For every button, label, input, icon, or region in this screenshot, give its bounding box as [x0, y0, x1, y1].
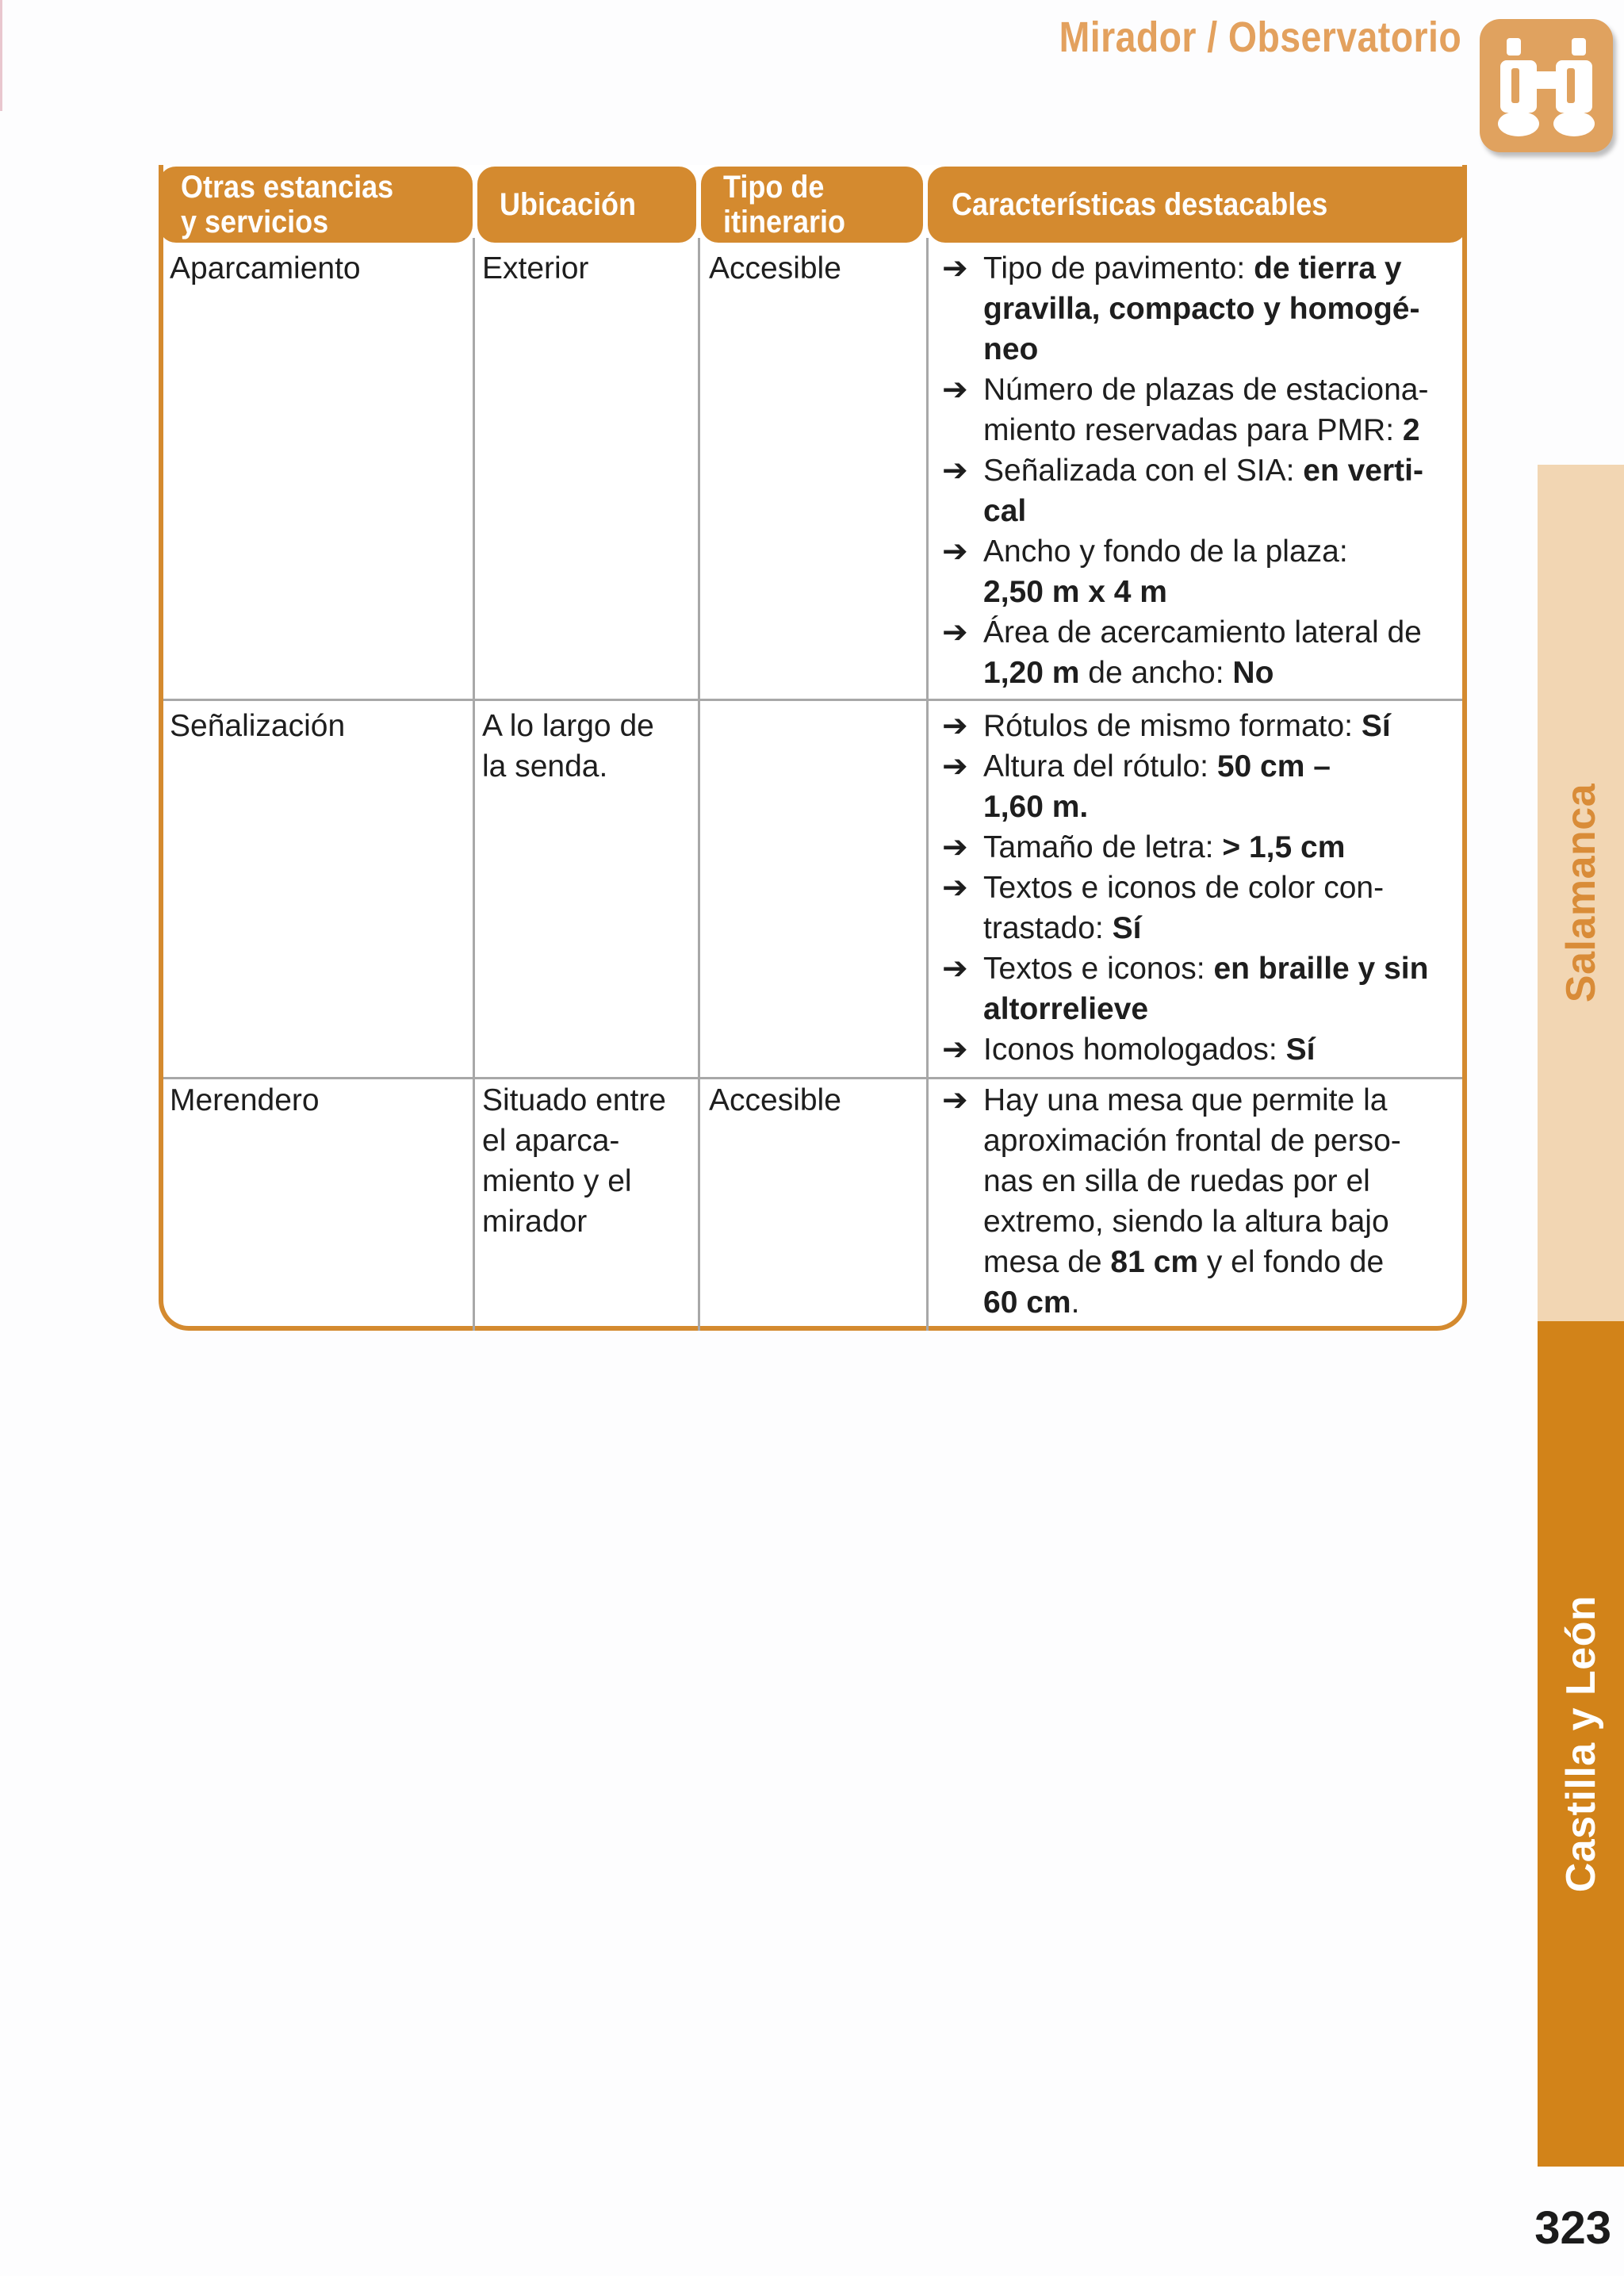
cell-service: Señalización	[170, 709, 346, 743]
header-route-type: Tipo de itinerario	[701, 167, 923, 243]
feature-text: Área de acercamiento lateral de	[983, 615, 1422, 649]
feature-text: Iconos homologados:	[983, 1033, 1286, 1067]
arrow-bullet-icon: ➔	[942, 615, 968, 649]
feature-item	[942, 948, 1465, 1029]
feature-value: Sí	[1361, 709, 1391, 743]
side-tab-region: Castilla y León	[1538, 1321, 1624, 2167]
feature-item	[942, 531, 1465, 612]
feature-list	[942, 248, 1465, 693]
feature-list	[942, 1080, 1465, 1323]
arrow-bullet-icon: ➔	[942, 749, 968, 784]
feature-text: Rótulos de mismo formato:	[983, 709, 1362, 743]
feature-text: Ancho y fondo de la plaza:	[983, 535, 1348, 569]
row-divider	[163, 1077, 1462, 1079]
feature-item	[942, 1029, 1465, 1070]
col-divider	[473, 238, 475, 1331]
feature-value: 81 cm	[1110, 1245, 1199, 1279]
cell-location: Exterior	[482, 251, 589, 285]
arrow-bullet-icon: ➔	[942, 1083, 968, 1117]
feature-text-tail: de ancho: No	[1079, 656, 1274, 690]
arrow-bullet-icon: ➔	[942, 535, 968, 569]
feature-text: Tipo de pavimento:	[983, 251, 1254, 285]
cell-location: A lo largo de la senda.	[482, 709, 654, 784]
cell-route-type: Accesible	[709, 1083, 841, 1117]
cell-service: Aparcamiento	[170, 251, 361, 285]
arrow-bullet-icon: ➔	[942, 871, 968, 905]
feature-item	[942, 746, 1465, 827]
cell-route-type: Accesible	[709, 251, 841, 285]
feature-item	[942, 706, 1465, 746]
arrow-bullet-icon: ➔	[942, 373, 968, 407]
section-title: Mirador / Observatorio	[1059, 13, 1461, 61]
feature-value: > 1,5 cm	[1222, 830, 1346, 864]
feature-value: en verti- cal	[983, 454, 1423, 528]
feature-item	[942, 450, 1465, 531]
feature-item	[942, 612, 1465, 693]
feature-value: Sí	[1112, 911, 1142, 945]
arrow-bullet-icon: ➔	[942, 251, 968, 285]
feature-text: Altura del rótulo:	[983, 749, 1217, 784]
page-edge-mark	[0, 0, 2, 111]
binoculars-icon	[1480, 19, 1613, 152]
header-features: Características destacables	[928, 167, 1467, 243]
feature-text: Señalizada con el SIA:	[983, 454, 1304, 488]
feature-value: 2,50 m x 4 m	[983, 575, 1167, 609]
arrow-bullet-icon: ➔	[942, 709, 968, 743]
feature-value: de tierra y gravilla, compacto y homogé- neo	[983, 251, 1420, 366]
arrow-bullet-icon: ➔	[942, 1033, 968, 1067]
feature-value: 2	[1402, 413, 1420, 447]
feature-text: Número de plazas de estaciona- miento reservadas para PMR:	[983, 373, 1429, 447]
feature-text: Tamaño de letra:	[983, 830, 1223, 864]
arrow-bullet-icon: ➔	[942, 830, 968, 864]
feature-item	[942, 248, 1465, 370]
feature-value: 50 cm – 1,60 m.	[983, 749, 1331, 824]
feature-value: en braille y sin altorrelieve	[983, 952, 1429, 1026]
feature-item	[942, 827, 1465, 868]
cell-location: Situado entre el aparca- miento y el mirador	[482, 1083, 667, 1239]
col-divider	[698, 238, 700, 1331]
feature-item	[942, 370, 1465, 450]
feature-text: Hay una mesa que permite la aproximación frontal de perso- nas en silla de ruedas por el extremo, siendo la altura bajo mesa de	[983, 1083, 1401, 1279]
col-divider	[926, 238, 929, 1331]
cell-service: Merendero	[170, 1083, 320, 1117]
header-location: Ubicación	[477, 167, 696, 243]
feature-list	[942, 706, 1465, 1070]
feature-text-tail: y el fondo de 60 cm.	[983, 1245, 1385, 1320]
feature-item	[942, 868, 1465, 948]
arrow-bullet-icon: ➔	[942, 454, 968, 488]
feature-value: 1,20 m	[983, 656, 1080, 690]
page-number: 323	[1534, 2202, 1611, 2254]
arrow-bullet-icon: ➔	[942, 952, 968, 986]
row-divider	[163, 699, 1462, 701]
feature-text: Textos e iconos de color con- trastado:	[983, 871, 1385, 945]
header-services: Otras estancias y servicios	[159, 167, 473, 243]
side-tab-province: Salamanca	[1538, 465, 1624, 1321]
feature-item	[942, 1080, 1465, 1323]
feature-value: Sí	[1285, 1033, 1316, 1067]
feature-text: Textos e iconos:	[983, 952, 1214, 986]
